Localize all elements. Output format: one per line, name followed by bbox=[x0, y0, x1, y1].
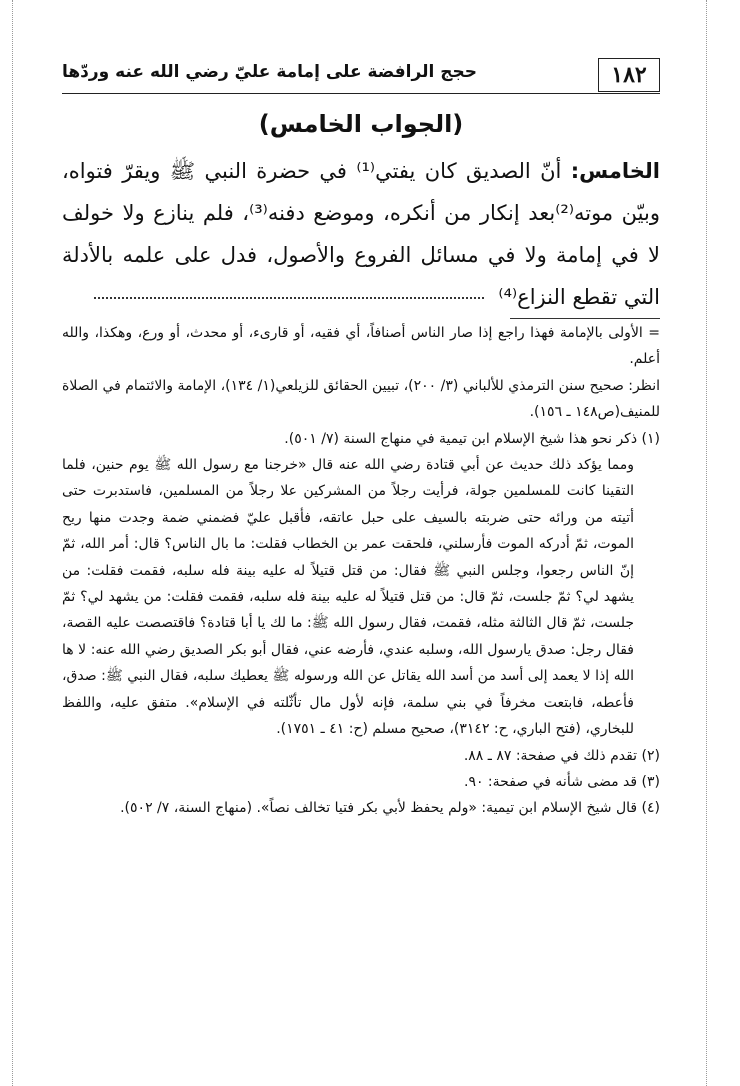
dotted-leader bbox=[94, 297, 484, 299]
running-title: حجج الرافضة على إمامة عليّ رضي الله عنه وردّها bbox=[62, 62, 477, 82]
footnote-separator bbox=[510, 318, 660, 319]
footnote-reference: انظر: صحيح سنن الترمذي للألباني (٣/ ٢٠٠)، تبيين الحقائق للزيلعي(١/ ١٣٤)، الإمامة والائتمام في الصلاة للمنيف(ص١٤٨ ـ ١٥٦). bbox=[62, 377, 661, 421]
right-margin-dots bbox=[706, 0, 707, 1086]
left-margin-dots bbox=[12, 0, 13, 1086]
footnotes bbox=[62, 320, 660, 822]
page-number: ١٨٢ bbox=[598, 58, 660, 92]
section-title: (الجواب الخامس) bbox=[258, 110, 464, 138]
footnote-3: (٣) قد مضى شأنه في صفحة: ٩٠. bbox=[463, 773, 660, 790]
main-body: أنّ الصديق كان يفتي⁽¹⁾ في حضرة النبي ﷺ ويقرّ فتواه، وبيّن موته⁽²⁾بعد إنكار من أنكره، وموضع دفنه⁽³⁾، فلم ينازع ولا خولف لا في إمامة ولا في مسائل الفروع والأصول، فدل على علمه بالأدلة التي تقطع النزاع⁽⁴⁾ bbox=[62, 159, 660, 309]
page-header bbox=[62, 58, 660, 92]
book-page bbox=[62, 0, 660, 1086]
footnote-1-hadith: ومما يؤكد ذلك حديث عن أبي قتادة رضي الله عنه قال «خرجنا مع رسول الله ﷺ يوم حنين، فلما التقينا كانت للمسلمين جولة، فرأيت رجلاً من المشركين علا رجلاً من المسلمين، فاستدبرت حتى أتيته من ورائه حتى ضربته بالسيف على حبل عاتقه، فأقبل عليّ فضمني ضمة وجدت منها ريح الموت، ثمّ أدركه الموت فأرسلني، فلحقت عمر بن الخطاب فقلت: ما بال الناس؟ قال: أمر الله، ثمّ إنّ الناس رجعوا، وجلس النبي ﷺ فقال: من قتل قتيلاً له عليه بينة فله سلبه، فقمت فقلت: من يشهد لي؟ ثمّ جلست، ثمّ قال: من قتل قتيلاً له عليه بينة فله سلبه، فقمت فقلت: من يشهد لي؟ ثمّ جلست، ثمّ قال الثالثة مثله، فقمت، فقال رسول الله ﷺ: ما لك يا أبا قتادة؟ فاقتصصت عليه القصة، فقال رجل: صدق يارسول الله، وسلبه عندي، فأرضه عني، فقال أبو بكر الصديق رضي الله عنه: لا ها الله إذا لا يعمد إلى أسد من أسد الله يقاتل عن الله ورسوله ﷺ يعطيك سلبه، فقال النبي ﷺ: صدق، فأعطه، فابتعت مخرفاً في بني سلمة، فإنه لأول مال تأثّلته في الإسلام». متفق عليه، واللفظ للبخاري، (فتح الباري، ح: ٣١٤٢)، صحيح مسلم (ح: ٤١ ـ ١٧٥١). bbox=[62, 457, 634, 738]
footnote-continuation: = الأولى بالإمامة فهذا راجع إذا صار الناس أصنافاً، أي فقيه، أو قارىء، أو محدث، أو ورع، وهكذا، والله أعلم. bbox=[62, 325, 660, 368]
footnote-1: (١) ذكر نحو هذا شيخ الإسلام ابن تيمية في منهاج السنة (٧/ ٥٠١). bbox=[284, 430, 660, 447]
header-rule bbox=[62, 93, 660, 94]
footnote-2: (٢) تقدم ذلك في صفحة: ٨٧ ـ ٨٨. bbox=[463, 747, 660, 764]
footnote-4: (٤) قال شيخ الإسلام ابن تيمية: «ولم يحفظ لأبي بكر فتيا تخالف نصاً». (منهاج السنة، ٧/ ٥٠٢). bbox=[120, 800, 660, 817]
main-text bbox=[62, 150, 660, 318]
main-lead: الخامس: bbox=[570, 159, 660, 183]
